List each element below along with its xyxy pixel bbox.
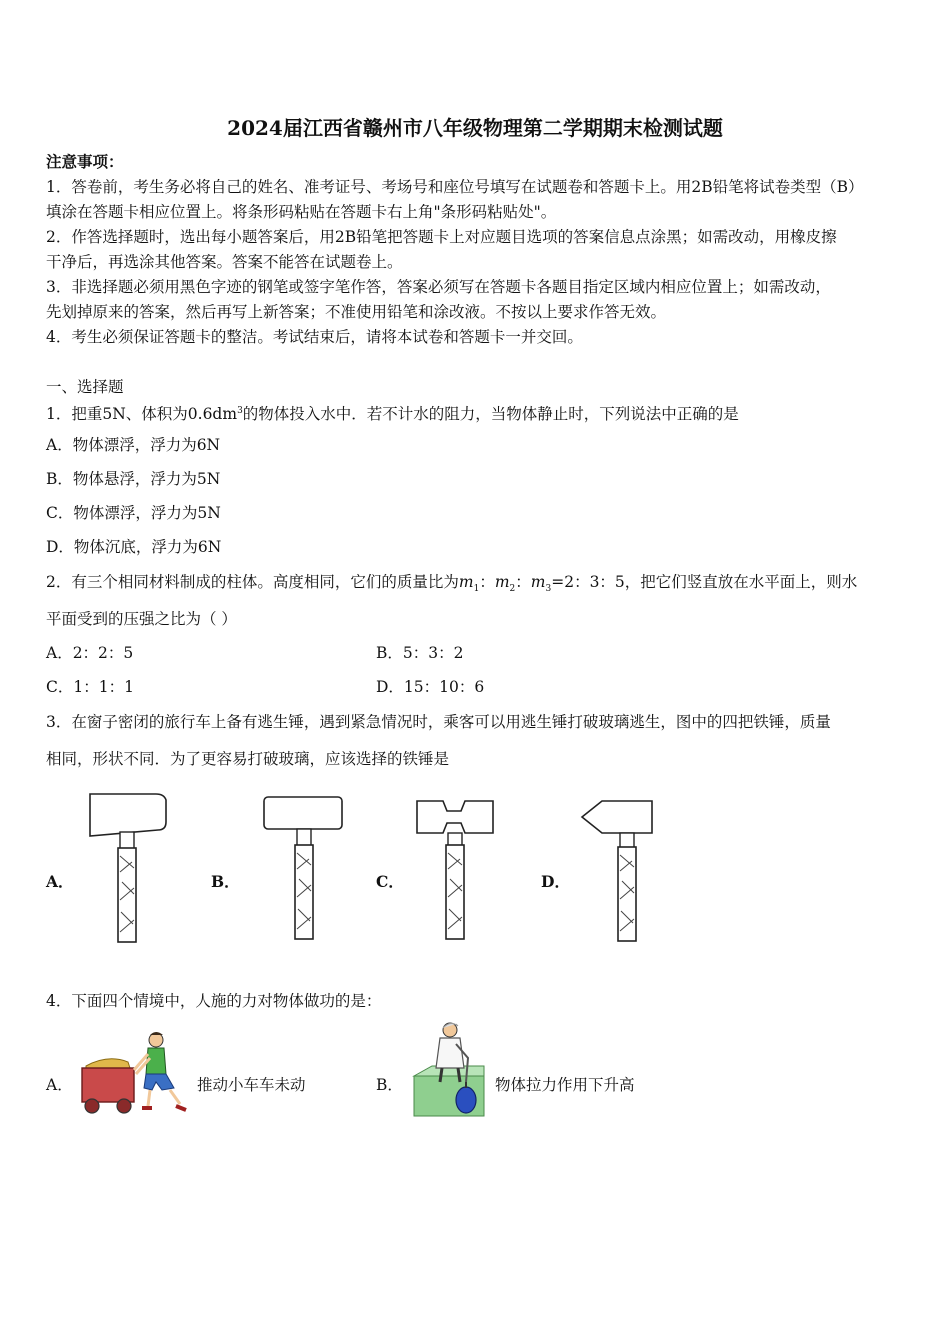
q2-stem-part: =2：3：5，把它们竖直放在水平面上，则水 [551, 573, 858, 591]
q4-label-b[interactable]: B． [376, 1076, 403, 1094]
section-heading: 一、选择题 [46, 378, 124, 396]
q2-option-b[interactable]: B．5：3：2 [376, 644, 464, 662]
q2-sep: ： [515, 573, 531, 591]
question-4-stem: 4．下面四个情境中，人施的力对物体做功的是： [46, 992, 382, 1010]
q2-sub: 2 [509, 584, 516, 595]
q1-option-c[interactable]: C．物体漂浮，浮力为5N [46, 504, 221, 522]
question-2-stem [46, 570, 906, 601]
hammer-c-image [413, 797, 499, 945]
question-3-stem-cont: 相同，形状不同．为了更容易打破玻璃，应该选择的铁锤是 [46, 750, 450, 768]
q3-label-b[interactable]: B． [211, 872, 240, 891]
q4-caption-b: 物体拉力作用下升高 [495, 1076, 635, 1094]
q2-sub: 3 [545, 584, 552, 595]
q4-caption-a: 推动小车车未动 [197, 1076, 306, 1094]
question-2-stem-cont: 平面受到的压强之比为（ ） [46, 610, 237, 628]
q2-option-c[interactable]: C．1：1：1 [46, 678, 134, 696]
notice-heading: 注意事项： [46, 152, 124, 171]
notice-line: 4．考生必须保证答题卡的整洁。考试结束后，请将本试卷和答题卡一并交回。 [46, 328, 583, 346]
hammer-b-image [260, 793, 346, 945]
q2-option-d[interactable]: D．15：10：6 [376, 678, 485, 696]
q2-var: m [458, 573, 474, 591]
hammer-a-image [86, 790, 172, 946]
q1-stem-sup: 3 [237, 406, 243, 416]
hammer-d-image [578, 797, 658, 945]
notice-line: 干净后，再选涂其他答案。答案不能答在试题卷上。 [46, 253, 403, 271]
q2-sub: 1 [473, 584, 480, 595]
notice-line: 先划掉原来的答案，然后再写上新答案；不准使用铅笔和涂改液。不按以上要求作答无效。 [46, 303, 667, 321]
q2-stem-part: 2．有三个相同材料制成的柱体。高度相同，它们的质量比为 [46, 573, 459, 591]
question-1-stem [46, 399, 906, 426]
question-3-stem: 3．在窗子密闭的旅行车上备有逃生锤，遇到紧急情况时，乘客可以用逃生锤打破玻璃逃生，图中的四把铁锤，质量 [46, 713, 831, 731]
q3-label-d[interactable]: D． [541, 872, 570, 891]
q2-sep: ： [479, 573, 495, 591]
q1-option-b[interactable]: B．物体悬浮，浮力为5N [46, 470, 221, 488]
q4-label-a[interactable]: A． [46, 1076, 73, 1094]
q2-var: m [494, 573, 510, 591]
notice-line: 2．作答选择题时，选出每小题答案后，用2B铅笔把答题卡上对应题目选项的答案信息点涂黑；如需改动，用橡皮擦 [46, 228, 837, 246]
q1-option-a[interactable]: A．物体漂浮，浮力为6N [46, 436, 221, 454]
person-pushing-cart-image [78, 1030, 190, 1118]
q1-stem-part: 1．把重5N、体积为0.6dm [46, 405, 238, 424]
page-title: 2024届江西省赣州市八年级物理第二学期期末检测试题 [227, 116, 723, 140]
notice-line: 3．非选择题必须用黑色字迹的钢笔或签字笔作答，答案必须写在答题卡各题目指定区域内相应位置上；如需改动， [46, 278, 831, 296]
q1-option-d[interactable]: D．物体沉底，浮力为6N [46, 538, 222, 556]
q2-option-a[interactable]: A．2：2：5 [46, 644, 134, 662]
q3-label-c[interactable]: C． [376, 872, 404, 891]
q2-var: m [530, 573, 546, 591]
q1-stem-part: 的物体投入水中．若不计水的阻力，当物体静止时，下列说法中正确的是 [242, 405, 739, 424]
notice-line: 填涂在答题卡相应位置上。将条形码粘贴在答题卡右上角"条形码粘贴处"。 [46, 203, 557, 221]
person-lifting-object-image [412, 1020, 488, 1118]
q3-label-a[interactable]: A． [46, 872, 74, 891]
notice-line: 1．答卷前，考生务必将自己的姓名、准考证号、考场号和座位号填写在试题卷和答题卡上。用2B铅笔将试卷类型（B） [46, 178, 864, 196]
